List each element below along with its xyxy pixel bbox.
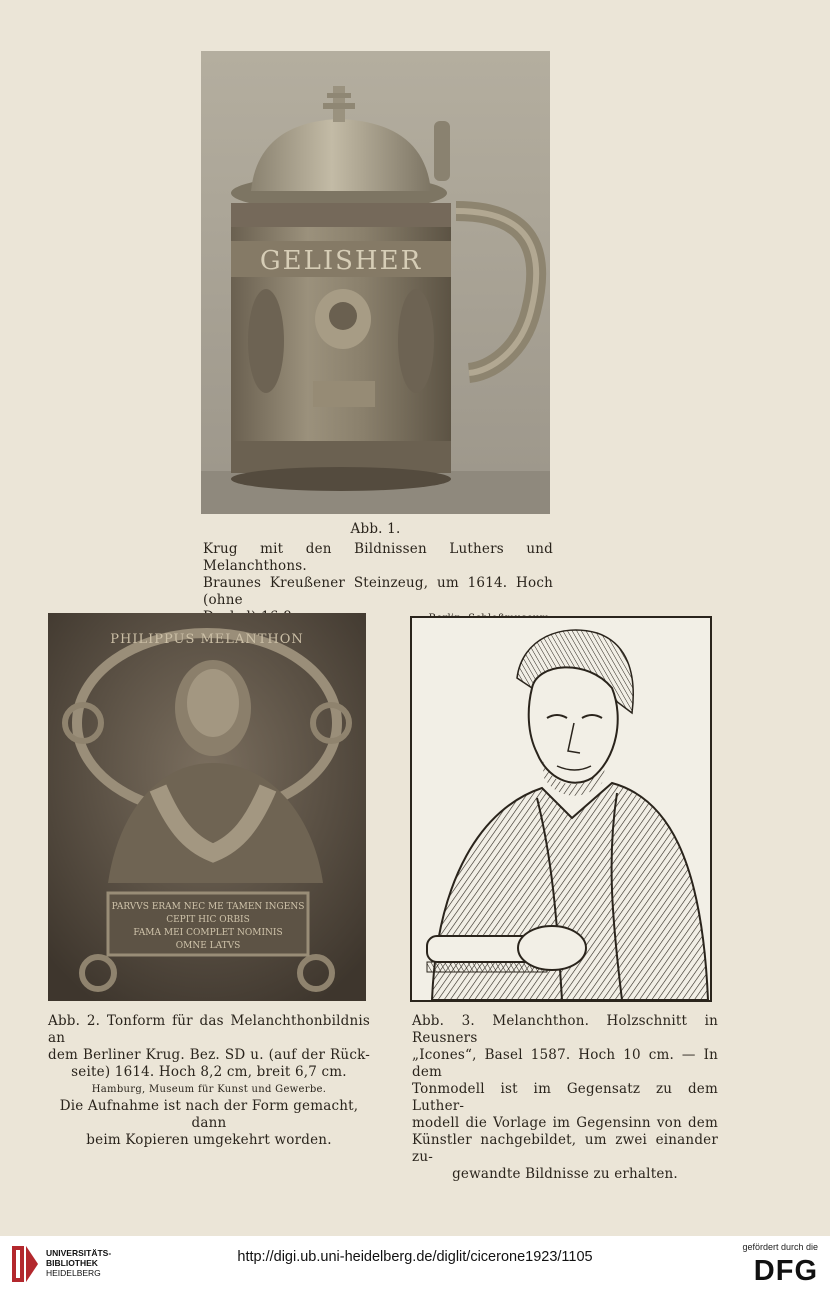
- library-name-line: BIBLIOTHEK: [46, 1258, 98, 1268]
- figure3-caption-line: modell die Vorlage im Gegensinn von dem: [412, 1115, 718, 1131]
- mould-inscription: PHILIPPUS MELANTHON: [110, 632, 304, 647]
- figure-woodcut-portrait: [410, 616, 712, 1002]
- figure2-caption-line: dem Berliner Krug. Bez. SD u. (auf der Rück-: [48, 1047, 370, 1063]
- permalink-url[interactable]: http://digi.ub.uni-heidelberg.de/diglit/cicerone1923/1105: [237, 1249, 593, 1265]
- figure1-caption-line: Krug mit den Bildnissen Luthers und Melanchthons.: [203, 541, 553, 574]
- figure3-caption-line: Künstler nachgebildet, um zwei einander zu-: [412, 1132, 718, 1165]
- plaque-line: PARVVS ERAM NEC ME TAMEN INGENS: [111, 902, 305, 912]
- clay-mould-illustration: [48, 613, 366, 1001]
- library-name-line: UNIVERSITÄTS-: [46, 1248, 112, 1258]
- figure2-note-line: Die Aufnahme ist nach der Form gemacht, dann: [59, 1098, 359, 1131]
- figure-tankard-photo: [201, 51, 550, 514]
- footer-bar: [0, 1236, 830, 1294]
- funding-label: gefördert durch die: [742, 1242, 818, 1252]
- tankard-inscription: GELISHER: [259, 246, 423, 276]
- figure2-location: Hamburg, Museum für Kunst und Gewerbe.: [91, 1084, 327, 1095]
- figure1-caption-line: Braunes Kreußener Steinzeug, um 1614. Hoch (ohne: [203, 575, 553, 608]
- figure3-caption-line: gewandte Bildnisse zu erhalten.: [452, 1166, 678, 1182]
- figure2-note-line: beim Kopieren umgekehrt worden.: [86, 1132, 332, 1148]
- figure2-caption-line: Abb. 2. Tonform für das Melanchthonbildnis an: [48, 1013, 370, 1046]
- figure2-caption-line: seite) 1614. Hoch 8,2 cm, breit 6,7 cm.: [71, 1064, 347, 1080]
- figure3-caption: [412, 1013, 718, 1183]
- library-name-line: HEIDELBERG: [46, 1268, 101, 1278]
- figure1-label: Abb. 1.: [350, 521, 401, 537]
- figure3-caption-line: „Icones“, Basel 1587. Hoch 10 cm. — In dem: [412, 1047, 718, 1080]
- woodcut-illustration: [412, 618, 710, 1000]
- plaque-line: CEPIT HIC ORBIS: [166, 915, 250, 925]
- plaque-line: FAMA MEI COMPLET NOMINIS: [133, 928, 283, 938]
- plaque-line: OMNE LATVS: [175, 941, 241, 951]
- figure-clay-mould-photo: [48, 613, 366, 1001]
- figure3-caption-line: Tonmodell ist im Gegensatz zu dem Luther-: [412, 1081, 718, 1114]
- tankard-illustration: [201, 51, 550, 514]
- dfg-logo: DFG: [753, 1255, 818, 1287]
- figure2-caption: [48, 1013, 370, 1149]
- figure3-caption-line: Abb. 3. Melanchthon. Holzschnitt in Reusners: [412, 1013, 718, 1046]
